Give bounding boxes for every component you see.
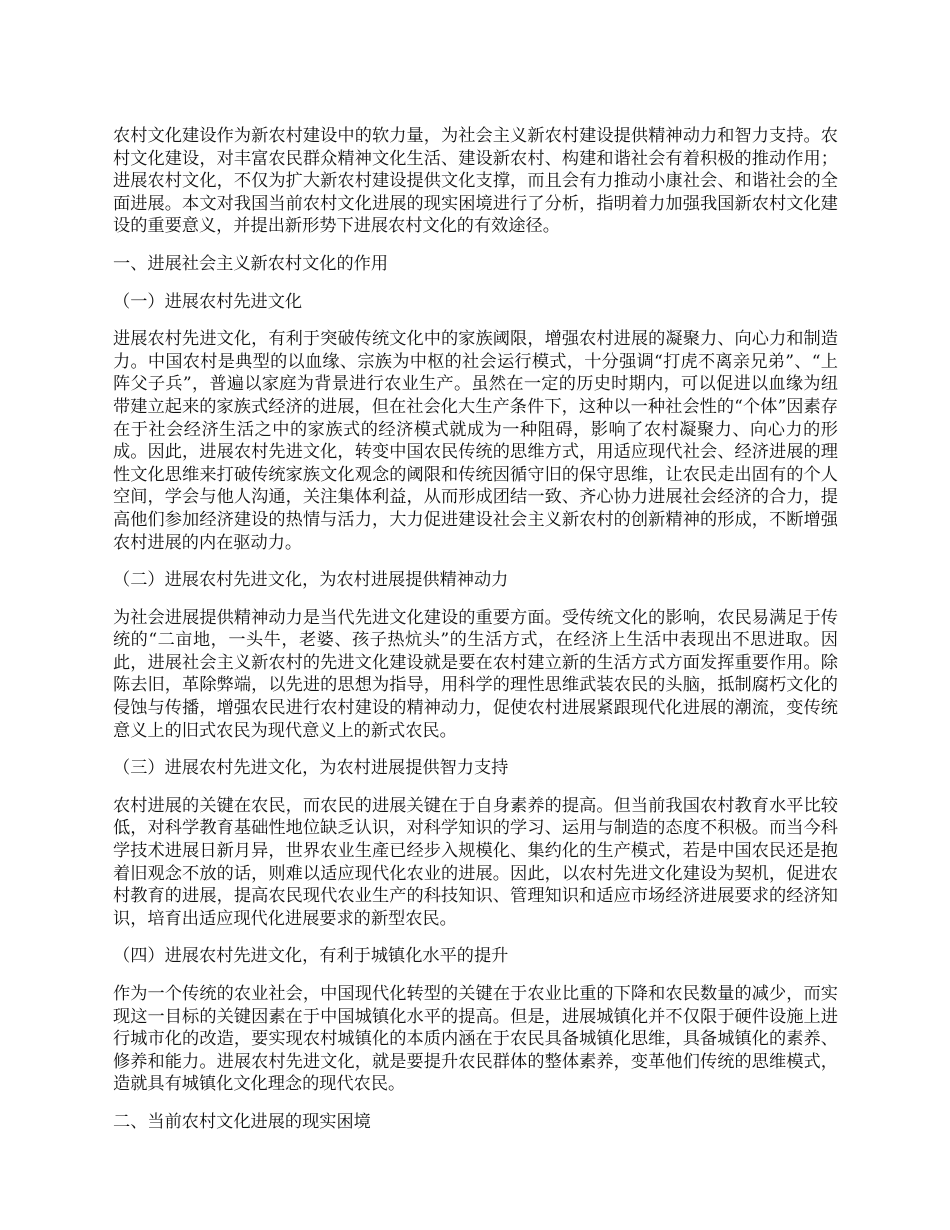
subsection-4-paragraph: 作为一个传统的农业社会，中国现代化转型的关键在于农业比重的下降和农民数量的减少，而实现这一目标的关键因素在于中国城镇化水平的提高。但是，进展城镇化并不仅限于硬件设施上进行城市化的改造，要实现农村城镇化的本质内涵在于农民具备城镇化思维，具备城镇化的素养、修养和能力。进展农村先进文化，就是要提升农民群体的整体素养，变革他们传统的思维模式，造就具有城镇化文化理念的现代农民。 bbox=[113, 984, 838, 1095]
subsection-2-paragraph: 为社会进展提供精神动力是当代先进文化建设的重要方面。受传统文化的影响，农民易满足于传统的“二亩地，一头牛，老婆、孩子热炕头”的生活方式，在经济上生活中表现出不思进取。因此，进展社会主义新农村的先进文化建设就是要在农村建立新的生活方式方面发挥重要作用。除陈去旧，革除弊端，以先进的思想为指导，用科学的理性思维武装农民的头脑，抵制腐朽文化的侵蚀与传播，增强农民进行农村建设的精神动力，促使农村进展紧跟现代化进展的潮流，变传统意义上的旧式农民为现代意义上的新式农民。 bbox=[113, 607, 838, 741]
subsection-3-heading: （三）进展农村先进文化，为农村进展提供智力支持 bbox=[113, 758, 509, 779]
intro-paragraph: 农村文化建设作为新农村建设中的软力量，为社会主义新农村建设提供精神动力和智力支持。农村文化建设，对丰富农民群众精神文化生活、建设新农村、构建和谐社会有着积极的推动作用；进展农村文化，不仅为扩大新农村建设提供文化支撑，而且会有力推动小康社会、和谐社会的全面进展。本文对我国当前农村文化进展的现实困境进行了分析，指明着力加强我国新农村文化建设的重要意义，并提出新形势下进展农村文化的有效途径。 bbox=[113, 126, 838, 237]
subsection-2-heading: （二）进展农村先进文化，为农村进展提供精神动力 bbox=[113, 570, 509, 591]
subsection-1-heading: （一）进展农村先进文化 bbox=[113, 291, 303, 312]
section-2-heading: 二、当前农村文化进展的现实困境 bbox=[113, 1111, 371, 1132]
document-page bbox=[113, 125, 838, 1149]
subsection-4-heading: （四）进展农村先进文化，有利于城镇化水平的提升 bbox=[113, 946, 509, 967]
subsection-1-paragraph: 进展农村先进文化，有利于突破传统文化中的家族阈限，增强农村进展的凝聚力、向心力和制造力。中国农村是典型的以血缘、宗族为中枢的社会运行模式，十分强调“打虎不离亲兄弟”、“上阵父子兵”，普遍以家庭为背景进行农业生产。虽然在一定的历史时期内，可以促进以血缘为纽带建立起来的家族式经济的进展，但在社会化大生产条件下，这种以一种社会性的“个体”因素存在于社会经济生活之中的家族式的经济模式就成为一种阻碍，影响了农村凝聚力、向心力的形成。因此，进展农村先进文化，转变中国农民传统的思维方式，用适应现代社会、经济进展的理性文化思维来打破传统家族文化观念的阈限和传统因循守旧的保守思维，让农民走出固有的个人空间，学会与他人沟通，关注集体利益，从而形成团结一致、齐心协力进展社会经济的合力，提高他们参加经济建设的热情与活力，大力促进建设社会主义新农村的创新精神的形成，不断增强农村进展的内在驱动力。 bbox=[113, 329, 838, 553]
section-1-heading: 一、进展社会主义新农村文化的作用 bbox=[113, 253, 389, 274]
subsection-3-paragraph: 农村进展的关键在农民，而农民的进展关键在于自身素养的提高。但当前我国农村教育水平比较低，对科学教育基础性地位缺乏认识，对科学知识的学习、运用与制造的态度不积极。而当今科学技术进展日新月异，世界农业生產已经步入规模化、集约化的生产模式，若是中国农民还是抱着旧观念不放的话，则难以适应现代化农业的进展。因此，以农村先进文化建设为契机，促进农村教育的进展，提高农民现代农业生产的科技知识、管理知识和适应市场经济进展要求的经济知识，培育出适应现代化进展要求的新型农民。 bbox=[113, 795, 838, 929]
